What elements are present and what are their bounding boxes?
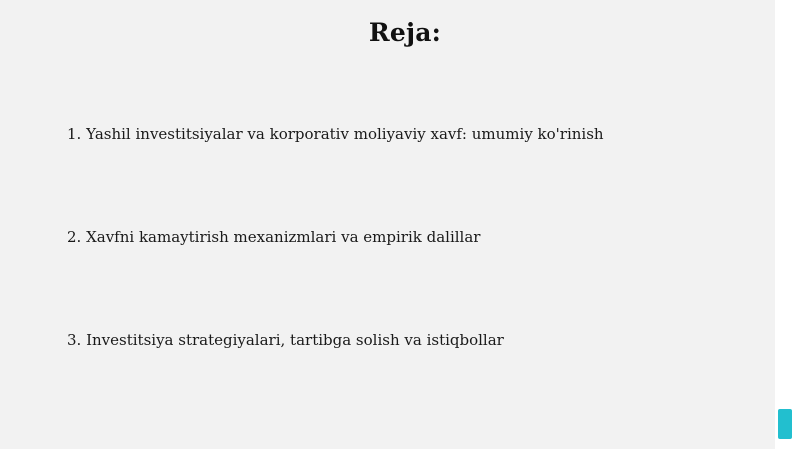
outline-item-3: 3. Investitsiya strategiyalari, tartibga solish va istiqbollar: [67, 331, 504, 349]
outline-item-1: 1. Yashil investitsiyalar va korporativ moliyaviy xavf: umumiy ko'rinish: [67, 125, 604, 143]
outline-item-2: 2. Xavfni kamaytirish mexanizmlari va empirik dalillar: [67, 228, 481, 246]
slide-title: Reja:: [368, 18, 442, 47]
scrollbar-thumb[interactable]: [778, 409, 792, 439]
scrollbar-track[interactable]: [775, 0, 800, 449]
